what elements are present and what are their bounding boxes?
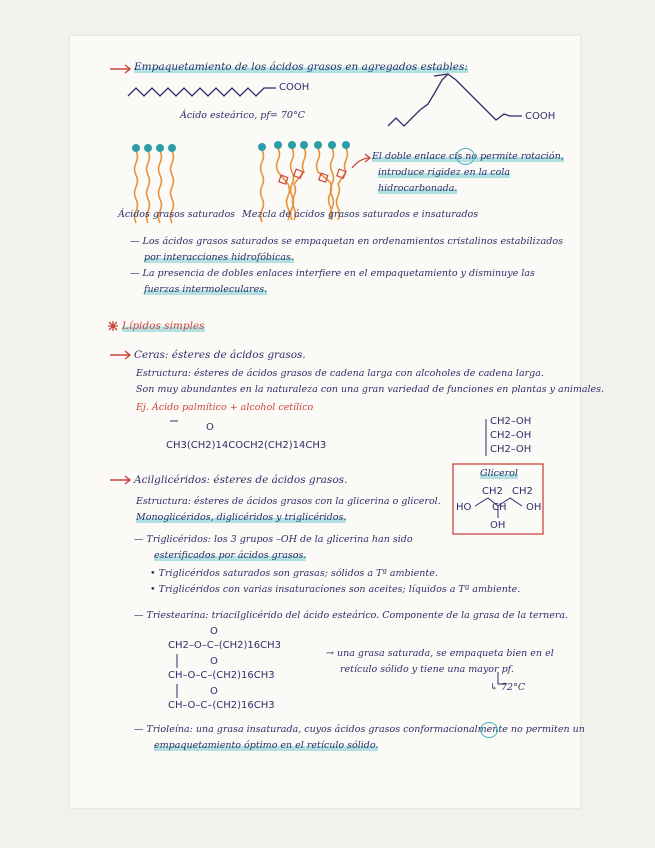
triester-o-2: O xyxy=(210,656,218,667)
glycerol-title: Glicerol xyxy=(480,468,518,479)
bullet-1: — Los ácidos grasos saturados se empaquetan en ordenamientos cristalinos estabilizados xyxy=(130,236,563,247)
double-bond-note-3: hidrocarbonada. xyxy=(378,183,458,194)
stearic-label: Ácido esteárico, pf= 70°C xyxy=(180,110,305,121)
ceras-title: Ceras: ésteres de ácidos grasos. xyxy=(134,349,306,361)
glycerol-oh-2: OH xyxy=(490,520,506,531)
circle-mark xyxy=(480,722,498,738)
bullet-2-cont: fuerzas intermoleculares. xyxy=(144,284,268,295)
triestearina-line: — Triestearina: triacilglicérido del ácido esteárico. Componente de la grasa de la ternera. xyxy=(134,610,569,621)
ceras-formula: CH3(CH2)14COCH2(CH2)14CH3 xyxy=(166,440,327,451)
acil-line-2: Monoglicéridos, diglicéridos y triglicéridos. xyxy=(136,512,347,523)
glycerol-chain-1: CH2–OH xyxy=(490,416,532,427)
double-bond-note-1: El doble enlace cis no permite rotación, xyxy=(372,151,564,162)
section1-title: Empaquetamiento de los ácidos grasos en agregados estables: xyxy=(134,61,468,73)
oleic-cooh: COOH xyxy=(525,111,556,122)
triester-o-3: O xyxy=(210,686,218,697)
mixed-label: Mezcla de ácidos grasos saturados e insaturados xyxy=(242,209,479,220)
glycerol-oh-1: OH xyxy=(526,502,542,513)
triester-row-1: CH2–O–C–(CH2)16CH3 xyxy=(168,640,281,651)
oleic-acid-chain xyxy=(388,74,522,126)
ceras-line-1: Estructura: ésteres de ácidos grasos de cadena larga con alcoholes de cadena larga. xyxy=(136,368,544,379)
glycerol-ch2-a: CH2 xyxy=(482,486,503,497)
bullet-2: — La presencia de dobles enlaces interfiere en el empaquetamiento y disminuye las xyxy=(130,268,535,279)
triester-o-1: O xyxy=(210,626,218,637)
notebook-page xyxy=(70,36,605,808)
triester-row-3: CH–O–C–(CH2)16CH3 xyxy=(168,700,275,711)
glycerol-chain-2: CH2–OH xyxy=(490,430,532,441)
stearic-acid-chain xyxy=(128,88,276,96)
glycerol-chain-3: CH2–OH xyxy=(490,444,532,455)
trigliceridos-line-1: — Triglicéridos: los 3 grupos –OH de la glicerina han sido xyxy=(134,534,413,545)
triester-row-2: CH–O–C–(CH2)16CH3 xyxy=(168,670,275,681)
trigliceridos-line-3: • Triglicéridos saturados son grasas; sólidos a Tª ambiente. xyxy=(150,568,438,579)
triestearina-note-3: ↳ 72°C xyxy=(490,682,526,693)
acil-line-1: Estructura: ésteres de ácidos grasos con la glicerina o glicerol. xyxy=(136,496,441,507)
triestearina-note-1: → una grasa saturada, se empaqueta bien en el xyxy=(326,648,554,659)
glycerol-ch: CH xyxy=(492,502,507,513)
acilgliceridos-title: Acilglicéridos: ésteres de ácidos grasos. xyxy=(134,474,348,486)
trioleina-line-1: — Trioleína: una grasa insaturada, cuyos ácidos grasos conformacionalmente no permiten un xyxy=(134,724,585,735)
section2-title: Lípidos simples xyxy=(122,320,205,332)
glycerol-ch2-b: CH2 xyxy=(512,486,533,497)
trigliceridos-line-4: • Triglicéridos con varias insaturaciones son aceites; líquidos a Tª ambiente. xyxy=(150,584,521,595)
circle-mark xyxy=(456,148,475,165)
trioleina-line-2: empaquetamiento óptimo en el retículo sólido. xyxy=(154,740,379,751)
glycerol-ho: HO xyxy=(456,502,472,513)
bullet-1-cont: por interacciones hidrofóbicas. xyxy=(144,252,294,263)
triestearina-note-2: retículo sólido y tiene una mayor pf. xyxy=(340,664,514,675)
ceras-line-2: Son muy abundantes en la naturaleza con una gran variedad de funciones en plantas y animales. xyxy=(136,384,605,395)
ceras-carbonyl-o: O xyxy=(206,422,214,433)
ceras-example: Ej. Ácido palmítico + alcohol cetílico xyxy=(136,402,314,413)
saturated-label: Ácidos grasos saturados xyxy=(118,209,236,220)
stearic-cooh: COOH xyxy=(279,82,310,93)
trigliceridos-line-2: esterificados por ácidos grasos. xyxy=(154,550,307,561)
double-bond-note-2: introduce rigidez en la cola xyxy=(378,167,511,178)
